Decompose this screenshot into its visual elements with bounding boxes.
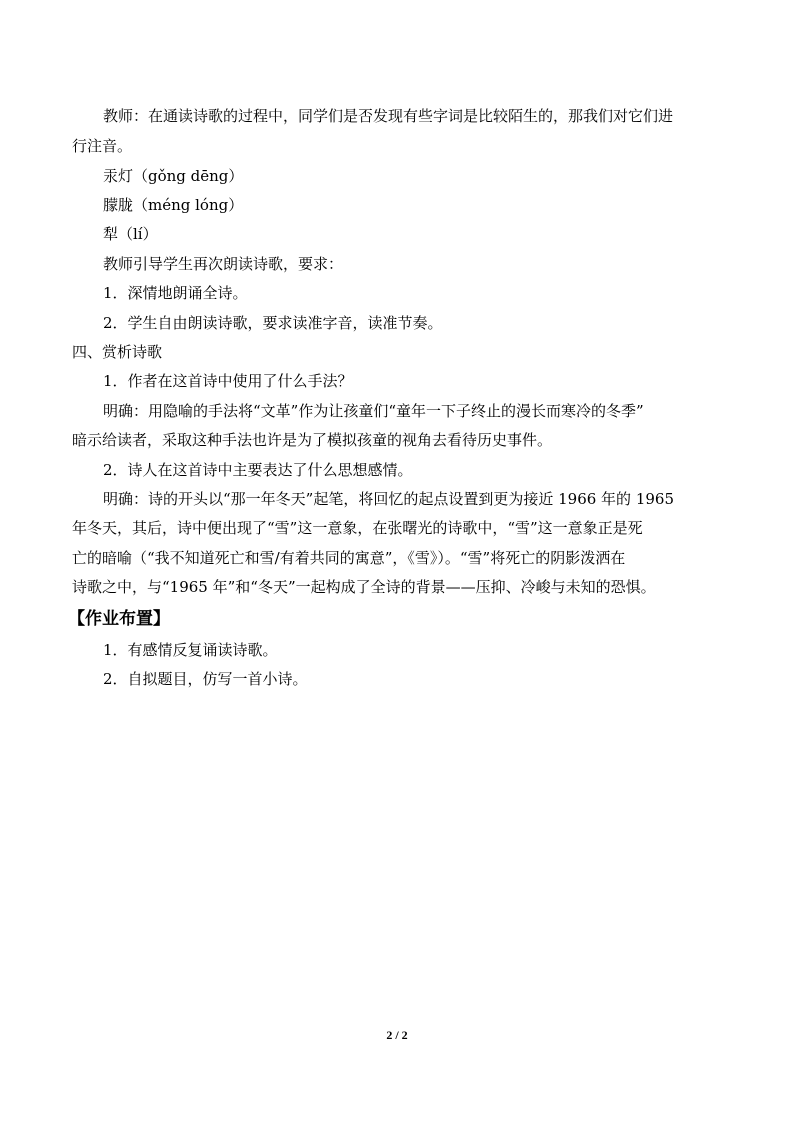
list-item: 2．学生自由朗读诗歌，要求读准字音，读准节奏。: [103, 314, 443, 332]
paragraph-line: 亡的暗喻（“我不知道死亡和雪/有着共同的寓意”，《雪》）。“雪”将死亡的阴影泼洒在: [72, 549, 626, 567]
paragraph-line: 教师引导学生再次朗读诗歌，要求：: [103, 255, 344, 273]
page-number: 2 / 2: [386, 1028, 408, 1042]
vocab-item: 朦胧（méng lóng）: [103, 196, 244, 214]
homework-item: 2．自拟题目，仿写一首小诗。: [103, 670, 308, 688]
paragraph-line: 年冬天，其后，诗中便出现了“雪”这一意象，在张曙光的诗歌中，“雪”这一意象正是死: [72, 519, 643, 537]
paragraph-line: 教师：在通读诗歌的过程中，同学们是否发现有些字词是比较陌生的，那我们对它们进: [103, 107, 674, 125]
paragraph-line: 行注音。: [72, 137, 133, 155]
section-heading: 四、赏析诗歌: [72, 343, 163, 361]
list-item: 1．深情地朗诵全诗。: [103, 284, 248, 302]
homework-item: 1．有感情反复诵读诗歌。: [103, 641, 278, 659]
question-item: 2．诗人在这首诗中主要表达了什么思想感情。: [103, 461, 413, 479]
paragraph-line: 明确：用隐喻的手法将“文革”作为让孩童们“童年一下子终止的漫长而寒冷的冬季”: [103, 402, 644, 420]
paragraph-line: 诗歌之中，与“1965 年”和“冬天”一起构成了全诗的背景——压抑、冷峻与未知的恐惧。: [72, 578, 656, 596]
homework-heading: 【作业布置】: [68, 609, 170, 629]
question-item: 1．作者在这首诗中使用了什么手法？: [103, 372, 353, 390]
vocab-item: 犁（lí）: [103, 225, 158, 243]
vocab-item: 汞灯（gǒng dēng）: [103, 167, 244, 185]
paragraph-line: 明确：诗的开头以“那一年冬天”起笔，将回忆的起点设置到更为接近 1966 年的 1965: [103, 490, 674, 508]
paragraph-line: 暗示给读者，采取这种手法也许是为了模拟孩童的视角去看待历史事件。: [72, 431, 553, 449]
